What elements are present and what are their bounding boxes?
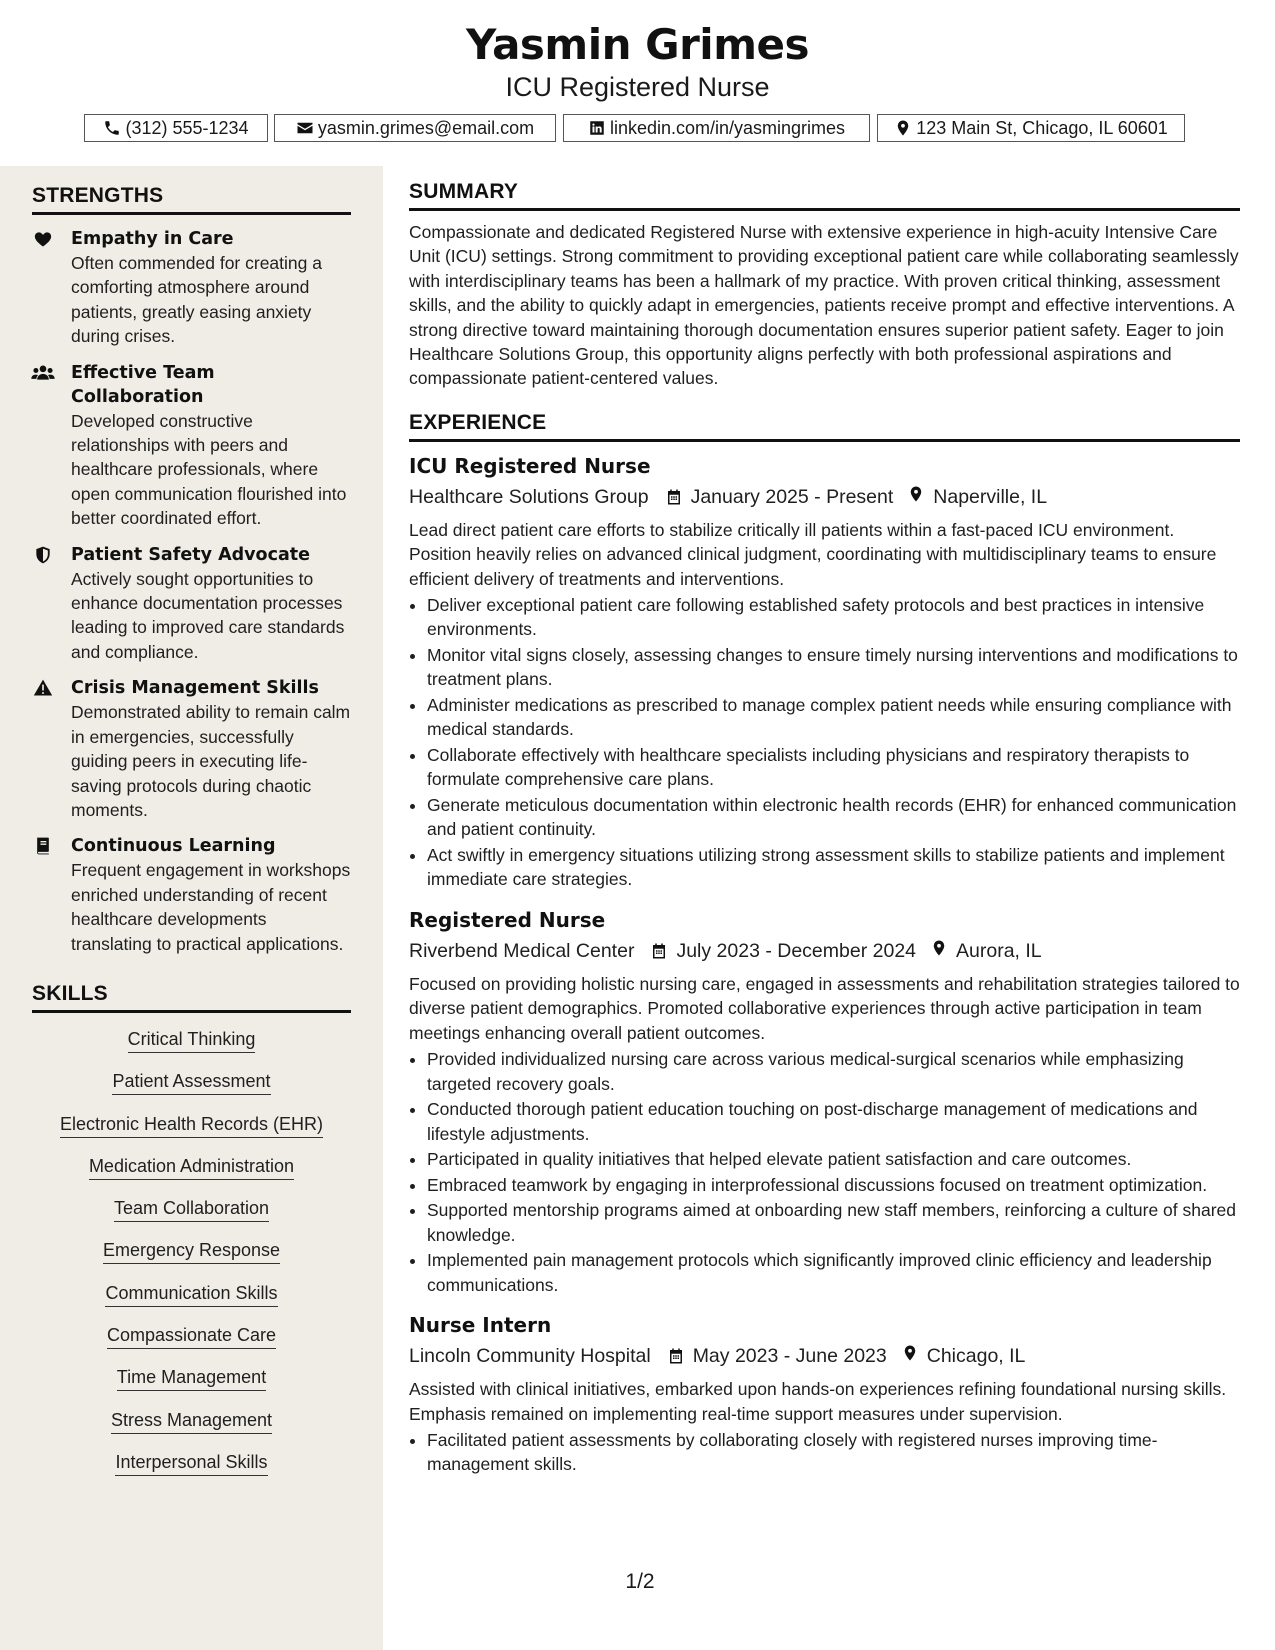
list-item: • Embraced teamwork by engaging in interprofessional discussions focused on treatment optimization. bbox=[427, 1173, 1240, 1197]
warning-icon bbox=[33, 678, 53, 698]
skills-section bbox=[32, 982, 351, 1492]
skill-tag: Compassionate Care bbox=[107, 1323, 276, 1349]
job-location: Chicago, IL bbox=[926, 1345, 1026, 1368]
job-bullets bbox=[409, 1047, 1240, 1297]
strength-item bbox=[32, 834, 351, 956]
strength-description: Often commended for creating a comforting atmosphere around patients, greatly easing anxiety during crises. bbox=[71, 253, 322, 347]
list-item: • Deliver exceptional patient care following established safety protocols and best practices in intensive environments. bbox=[427, 593, 1240, 642]
skill-tag: Medication Administration bbox=[89, 1154, 294, 1180]
skill-tag: Interpersonal Skills bbox=[115, 1450, 267, 1476]
candidate-title: ICU Registered Nurse bbox=[505, 72, 770, 102]
job-company: Lincoln Community Hospital bbox=[409, 1345, 651, 1368]
sidebar bbox=[0, 166, 383, 1650]
calendar-icon bbox=[667, 1347, 685, 1365]
list-item: • Participated in quality initiatives that helped elevate patient satisfaction and care outcomes. bbox=[427, 1147, 1240, 1171]
job-dates: January 2025 - Present bbox=[690, 485, 894, 508]
strength-item bbox=[32, 361, 351, 531]
job-meta bbox=[409, 1341, 1240, 1371]
map-pin-icon bbox=[894, 119, 912, 137]
map-pin-icon bbox=[930, 939, 948, 957]
skill-tag: Team Collaboration bbox=[114, 1196, 269, 1222]
envelope-icon bbox=[296, 119, 314, 137]
map-pin-icon bbox=[901, 1344, 919, 1362]
contact-phone-text: (312) 555-1234 bbox=[125, 117, 249, 138]
list-item: • Monitor vital signs closely, assessing changes to ensure timely nursing interventions and modifications to treatment plans. bbox=[427, 643, 1240, 692]
job-meta bbox=[409, 482, 1240, 512]
list-item: • Facilitated patient assessments by collaborating closely with registered nurses improving time-management skills. bbox=[427, 1428, 1240, 1477]
job-location: Naperville, IL bbox=[933, 485, 1048, 508]
calendar-icon bbox=[665, 488, 683, 506]
list-item: • Act swiftly in emergency situations utilizing strong assessment skills to stabilize patients and implement immediate care strategies. bbox=[427, 843, 1240, 892]
skill-tag: Patient Assessment bbox=[112, 1069, 270, 1095]
strength-item bbox=[32, 227, 351, 349]
shield-icon bbox=[33, 545, 53, 565]
skill-tag: Time Management bbox=[117, 1365, 266, 1391]
contact-address-text: 123 Main St, Chicago, IL 60601 bbox=[916, 117, 1168, 138]
skill-tag: Communication Skills bbox=[105, 1281, 277, 1307]
strength-title: Patient Safety Advocate bbox=[71, 544, 310, 565]
strength-title: Crisis Management Skills bbox=[71, 678, 319, 699]
job-dates: July 2023 - December 2024 bbox=[676, 939, 917, 962]
list-item: • Administer medications as prescribed to manage complex patient needs while ensuring compliance with medical standards. bbox=[427, 693, 1240, 742]
strength-description: Actively sought opportunities to enhance documentation processes leading to improved care standards and compliance. bbox=[71, 568, 345, 662]
summary-text: Compassionate and dedicated Registered Nurse with extensive experience in high-acuity Intensive Care Unit (ICU) settings. Strong commitment to providing exceptional patient care while collaborating seamlessly with interdisciplinary teams has been a hallmark of my practice. With proven critical thinking, assessment skills, and the ability to quickly adapt in emergencies, patients receive prompt and effective interventions. A strong directive toward maintaining thorough documentation ensures superior patient safety. Eager to join Healthcare Solutions Group, this opportunity aligns perfectly with both professional aspirations and compassionate patient-centered values. bbox=[409, 222, 1239, 389]
job-entry bbox=[409, 906, 1240, 1297]
strengths-heading: STRENGTHS bbox=[32, 184, 351, 215]
page-indicator: 1/2 bbox=[625, 1570, 655, 1593]
strength-title: Effective Team Collaboration bbox=[71, 362, 215, 407]
skills-list bbox=[32, 1027, 351, 1492]
skills-heading: SKILLS bbox=[32, 982, 351, 1013]
job-company: Riverbend Medical Center bbox=[409, 939, 635, 962]
job-role: Nurse Intern bbox=[409, 1313, 552, 1338]
job-dates: May 2023 - June 2023 bbox=[692, 1345, 887, 1368]
job-role: Registered Nurse bbox=[409, 907, 606, 932]
map-pin-icon bbox=[907, 485, 925, 503]
job-meta bbox=[409, 936, 1240, 966]
strength-item bbox=[32, 543, 351, 665]
summary-heading: SUMMARY bbox=[409, 180, 1240, 211]
contact-phone[interactable] bbox=[84, 114, 268, 142]
book-icon bbox=[33, 836, 53, 856]
main-content bbox=[409, 180, 1240, 1478]
list-item: • Provided individualized nursing care across various medical-surgical scenarios while emphasizing targeted recovery goals. bbox=[427, 1047, 1240, 1096]
contact-email-text: yasmin.grimes@email.com bbox=[317, 117, 535, 138]
contact-bar bbox=[0, 114, 1275, 144]
skill-tag: Emergency Response bbox=[103, 1238, 280, 1264]
contact-address bbox=[877, 114, 1185, 142]
job-description: Focused on providing holistic nursing care, engaged in assessments and rehabilitation strategies tailored to diverse patient demographics. Promoted collaborative experiences through active participation in team meetings enhancing overall patient outcomes. bbox=[409, 973, 1240, 1043]
experience-heading: EXPERIENCE bbox=[409, 411, 1240, 442]
resume-header bbox=[0, 0, 1275, 166]
strength-title: Continuous Learning bbox=[71, 836, 276, 857]
list-item: • Generate meticulous documentation within electronic health records (EHR) for enhanced communication and patient continuity. bbox=[427, 793, 1240, 842]
contact-linkedin[interactable] bbox=[563, 114, 870, 142]
strength-description: Developed constructive relationships with peers and healthcare professionals, where open communication flourished into better coordinated effort. bbox=[71, 410, 347, 529]
candidate-name: Yasmin Grimes bbox=[466, 20, 809, 69]
job-bullets bbox=[409, 593, 1240, 892]
contact-linkedin-text: linkedin.com/in/yasmingrimes bbox=[609, 117, 846, 138]
list-item: • Collaborate effectively with healthcare specialists including physicians and respiratory therapists to formulate comprehensive care plans. bbox=[427, 743, 1240, 792]
skill-tag: Critical Thinking bbox=[128, 1027, 256, 1053]
job-bullets bbox=[409, 1428, 1240, 1477]
list-item: • Conducted thorough patient education touching on post-discharge management of medications and lifestyle adjustments. bbox=[427, 1097, 1240, 1146]
strength-title: Empathy in Care bbox=[71, 229, 234, 249]
job-description: Assisted with clinical initiatives, embarked upon hands-on experiences refining foundational nursing skills. Emphasis remained on implementing real-time support measures under supervision. bbox=[409, 1379, 1227, 1424]
job-entry bbox=[409, 1311, 1240, 1477]
list-item: • Supported mentorship programs aimed at onboarding new staff members, reinforcing a culture of shared knowledge. bbox=[427, 1198, 1240, 1247]
linkedin-icon bbox=[588, 119, 606, 137]
calendar-icon bbox=[650, 942, 668, 960]
users-icon bbox=[30, 363, 56, 383]
heart-icon bbox=[33, 229, 53, 249]
contact-email[interactable] bbox=[274, 114, 556, 142]
skill-tag: Stress Management bbox=[111, 1408, 272, 1434]
phone-icon bbox=[103, 119, 121, 137]
job-company: Healthcare Solutions Group bbox=[409, 485, 649, 508]
list-item: • Implemented pain management protocols which significantly improved clinic efficiency and leadership communications. bbox=[427, 1248, 1240, 1297]
strength-description: Frequent engagement in workshops enriched understanding of recent healthcare developments translating to practical applications. bbox=[71, 860, 351, 954]
strength-description: Demonstrated ability to remain calm in emergencies, successfully guiding peers in executing life-saving protocols during chaotic moments. bbox=[71, 702, 351, 820]
job-role: ICU Registered Nurse bbox=[409, 453, 651, 478]
job-description: Lead direct patient care efforts to stabilize critically ill patients within a fast-paced ICU environment. Position heavily relies on advanced clinical judgment, coordinating with multidisciplinary teams to ensure efficient delivery of treatments and interventions. bbox=[409, 519, 1217, 589]
skill-tag: Electronic Health Records (EHR) bbox=[60, 1112, 323, 1138]
job-entry bbox=[409, 452, 1240, 892]
strength-item bbox=[32, 676, 351, 822]
job-location: Aurora, IL bbox=[956, 939, 1042, 962]
